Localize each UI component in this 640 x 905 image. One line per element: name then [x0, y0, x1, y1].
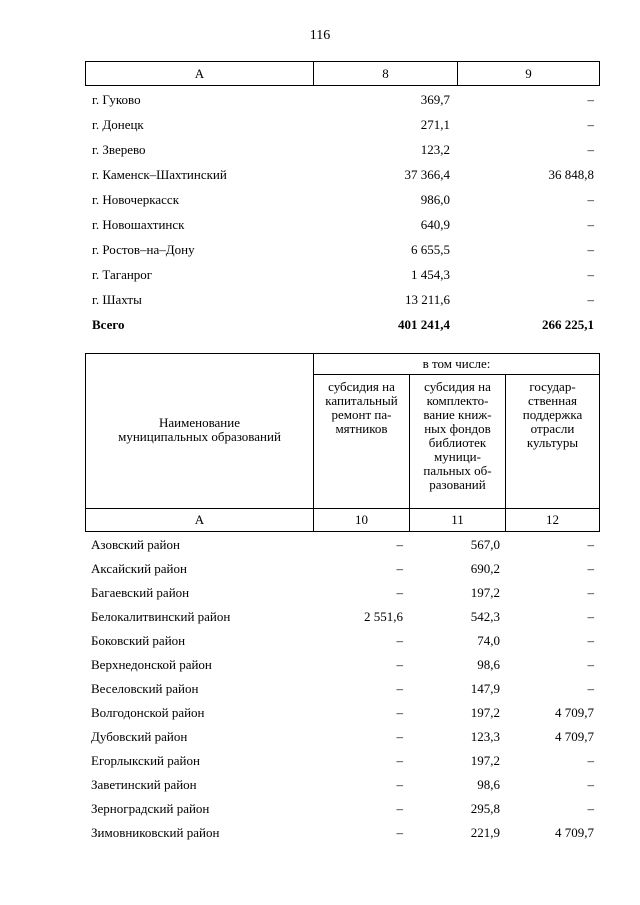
header-line: поддержка [522, 407, 583, 422]
table2-row [85, 726, 600, 748]
table1-row [85, 165, 600, 185]
row-value-12: 4 709,7 [555, 729, 594, 744]
row-value-12: – [587, 753, 594, 768]
row-value-11: 221,9 [470, 825, 500, 840]
row-value-11: 197,2 [470, 753, 500, 768]
row-value-10: – [396, 753, 403, 768]
header-line: вание книж- [423, 407, 492, 422]
table1-header-col-9: 9 [525, 66, 532, 81]
table2-row [85, 678, 600, 700]
page-number: 116 [309, 28, 331, 43]
table2-row [85, 606, 600, 628]
row-value-9: – [587, 92, 594, 107]
table1-header-col-8: 8 [382, 66, 389, 81]
table1-row [85, 265, 600, 285]
row-value-8: 1 454,3 [411, 267, 450, 282]
table2-row [85, 702, 600, 724]
header-line: государ- [529, 379, 576, 394]
table2-row [85, 774, 600, 796]
row-name: г. Зверево [92, 142, 146, 157]
row-value-9: – [587, 267, 594, 282]
header-line: Наименование [159, 415, 240, 430]
row-value-9: – [587, 292, 594, 307]
row-value-11: 74,0 [477, 633, 500, 648]
header-line: капитальный [325, 393, 398, 408]
table2-row [85, 558, 600, 580]
row-name: г. Таганрог [92, 267, 153, 282]
table1-row [85, 215, 600, 235]
header-line: мятников [335, 421, 388, 436]
row-value-11: 567,0 [470, 537, 500, 552]
row-name: г. Шахты [92, 292, 142, 307]
row-name: Верхнедонской район [91, 657, 212, 672]
row-name: г. Гуково [92, 92, 141, 107]
row-value-10: – [396, 681, 403, 696]
row-value-12: – [587, 777, 594, 792]
table2-header-name [86, 416, 313, 444]
table2-row [85, 630, 600, 652]
header-line: муниципальных образований [118, 429, 281, 444]
table2-header-col-11 [410, 380, 505, 492]
row-name: Аксайский район [91, 561, 187, 576]
header-line: отрасли [530, 421, 575, 436]
table1-row [85, 140, 600, 160]
row-value-12: – [587, 801, 594, 816]
table2-header-group: в том числе: [422, 356, 491, 371]
row-name: г. Донецк [92, 117, 144, 132]
row-name: г. Новошахтинск [92, 217, 185, 232]
row-name: г. Ростов–на–Дону [92, 242, 195, 257]
total-value-8: 401 241,4 [398, 317, 450, 332]
row-value-12: – [587, 633, 594, 648]
row-value-12: – [587, 681, 594, 696]
row-value-8: 6 655,5 [411, 242, 450, 257]
row-name: Белокалитвинский район [91, 609, 231, 624]
row-value-12: – [587, 657, 594, 672]
row-value-10: – [396, 801, 403, 816]
row-value-11: 542,3 [470, 609, 500, 624]
row-value-10: – [396, 777, 403, 792]
row-name: Егорлыкский район [91, 753, 200, 768]
header-line: культуры [526, 435, 579, 450]
row-value-10: – [396, 657, 403, 672]
row-value-11: 690,2 [470, 561, 500, 576]
table1-row [85, 90, 600, 110]
row-value-9: – [587, 117, 594, 132]
row-value-10: – [396, 585, 403, 600]
row-value-10: – [396, 633, 403, 648]
row-name: Багаевский район [91, 585, 190, 600]
row-value-11: 295,8 [470, 801, 500, 816]
row-value-10: 2 551,6 [364, 609, 403, 624]
header-line: субсидия на [328, 379, 395, 394]
row-value-11: 197,2 [470, 705, 500, 720]
table1-header [85, 61, 600, 86]
row-value-9: – [587, 242, 594, 257]
row-value-12: – [587, 537, 594, 552]
row-value-11: 197,2 [470, 585, 500, 600]
row-value-12: – [587, 585, 594, 600]
table2-header-col-10 [314, 380, 409, 436]
row-name: Волгодонской район [91, 705, 205, 720]
table2-colnum-11: 11 [451, 512, 464, 527]
row-value-11: 123,3 [470, 729, 500, 744]
header-line: ных фондов [424, 421, 491, 436]
row-name: г. Каменск–Шахтинский [92, 167, 227, 182]
table2-colnum-a: А [194, 512, 205, 527]
row-value-10: – [396, 729, 403, 744]
row-value-10: – [396, 561, 403, 576]
table2-colnum-12: 12 [546, 512, 559, 527]
table2-colnum-10: 10 [355, 512, 368, 527]
row-name: Боковский район [91, 633, 186, 648]
row-value-9: – [587, 217, 594, 232]
table2-row [85, 798, 600, 820]
row-value-8: 369,7 [420, 92, 450, 107]
row-value-8: 986,0 [420, 192, 450, 207]
header-line: ственная [528, 393, 577, 408]
row-name: Дубовский район [91, 729, 188, 744]
table2-row [85, 582, 600, 604]
header-line: библиотек [428, 435, 487, 450]
table2-divider [86, 508, 599, 509]
table2-row [85, 822, 600, 844]
row-value-12: – [587, 561, 594, 576]
row-value-10: – [396, 705, 403, 720]
table2-row [85, 750, 600, 772]
row-value-8: 13 211,6 [404, 292, 450, 307]
table1-row [85, 190, 600, 210]
row-name: Зимовниковский район [91, 825, 220, 840]
row-value-11: 98,6 [477, 657, 500, 672]
header-line: субсидия на [424, 379, 491, 394]
header-line: муници- [434, 449, 481, 464]
row-name: Зерноградский район [91, 801, 210, 816]
total-value-9: 266 225,1 [542, 317, 594, 332]
row-value-10: – [396, 537, 403, 552]
row-value-12: 4 709,7 [555, 825, 594, 840]
table1-row [85, 240, 600, 260]
table1-row [85, 290, 600, 310]
row-value-9: 36 848,8 [548, 167, 594, 182]
header-line: пальных об- [423, 463, 492, 478]
table1-header-col-a: А [194, 66, 205, 81]
row-value-8: 123,2 [420, 142, 450, 157]
table1-row [85, 115, 600, 135]
row-value-9: – [587, 142, 594, 157]
table2-row [85, 534, 600, 556]
header-line: комплекто- [426, 393, 489, 408]
row-value-11: 98,6 [477, 777, 500, 792]
header-line: разований [429, 477, 486, 492]
table2-header-col-12 [506, 380, 599, 450]
table2-header [85, 353, 600, 532]
row-name: Веселовский район [91, 681, 199, 696]
table1-total-row [85, 315, 600, 335]
row-value-8: 271,1 [420, 117, 450, 132]
row-value-11: 147,9 [470, 681, 500, 696]
total-label: Всего [92, 317, 125, 332]
row-name: Азовский район [91, 537, 180, 552]
row-value-8: 640,9 [420, 217, 450, 232]
table2-divider [314, 374, 599, 375]
row-name: г. Новочеркасск [92, 192, 180, 207]
row-value-9: – [587, 192, 594, 207]
row-value-12: 4 709,7 [555, 705, 594, 720]
row-value-12: – [587, 609, 594, 624]
row-value-10: – [396, 825, 403, 840]
header-line: ремонт па- [331, 407, 392, 422]
table2-row [85, 654, 600, 676]
row-value-8: 37 366,4 [404, 167, 450, 182]
row-name: Заветинский район [91, 777, 197, 792]
